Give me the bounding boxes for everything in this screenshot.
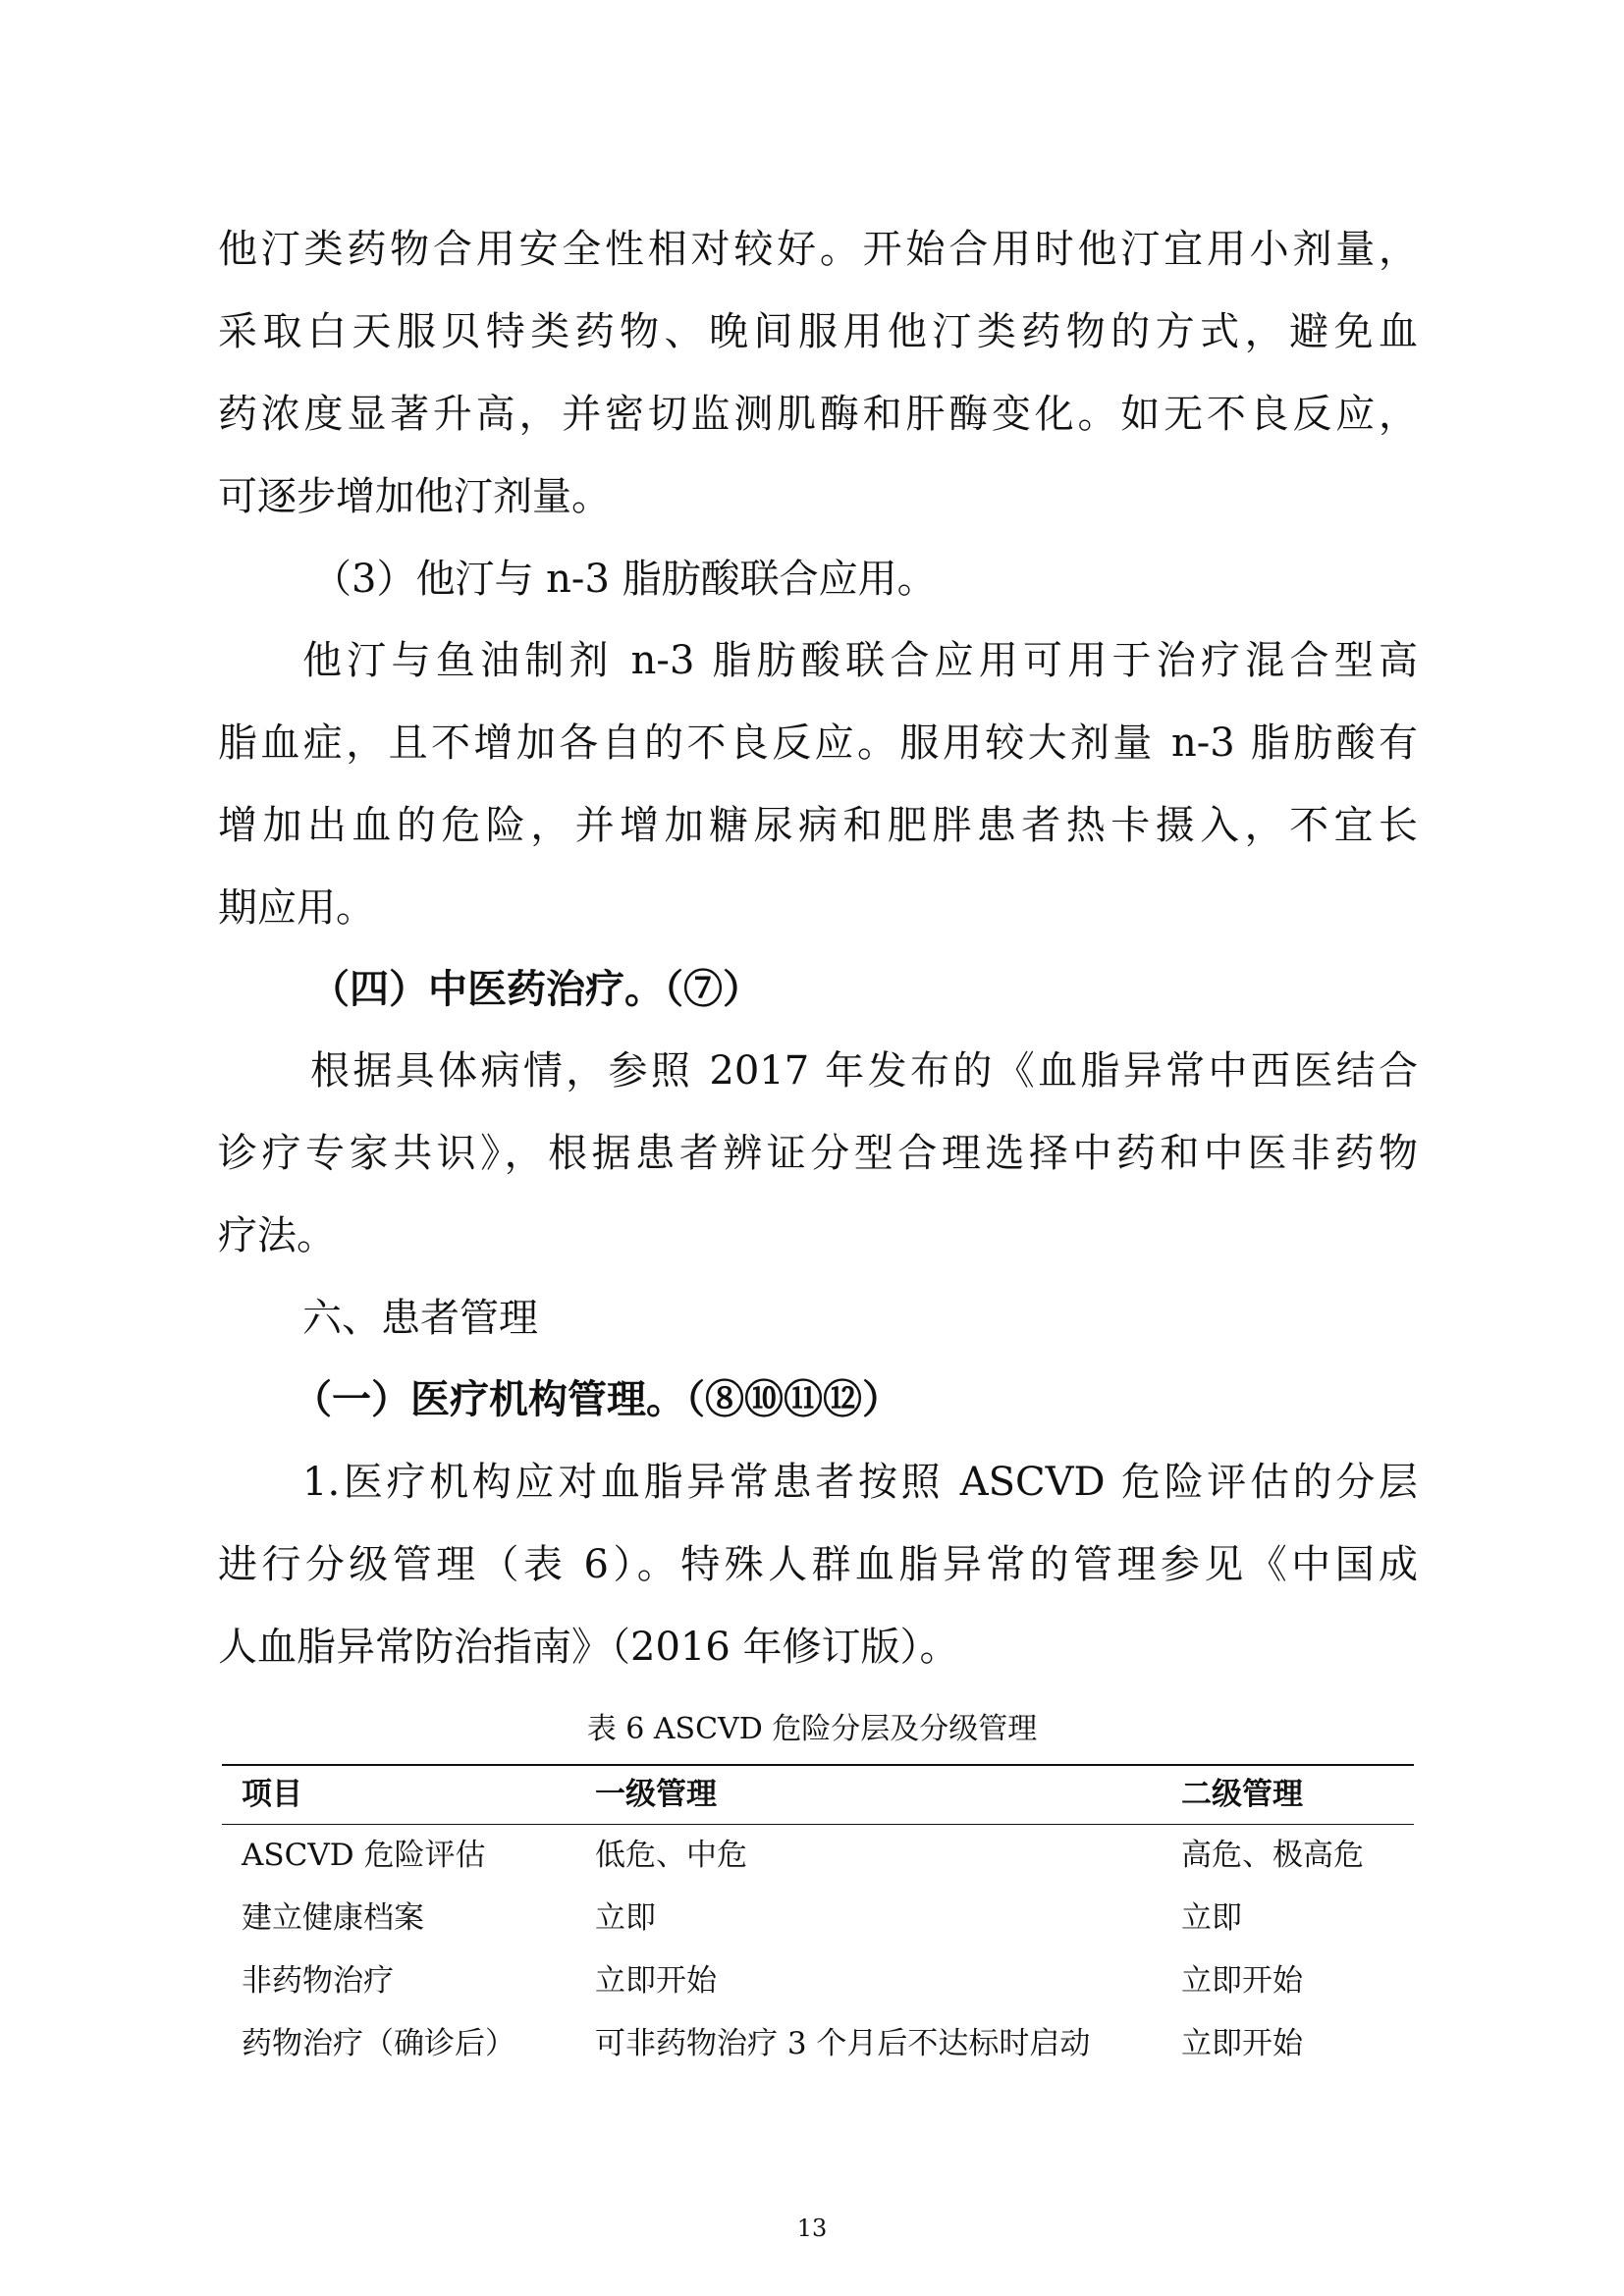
paragraph-line: 采取白天服贝特类药物、晚间服用他汀类药物的方式，避免血	[218, 309, 1418, 354]
table-caption: 表 6 ASCVD 危险分层及分级管理	[586, 1712, 1038, 1746]
paragraph-line: 他汀类药物合用安全性相对较好。开始合用时他汀宜用小剂量，	[218, 227, 1418, 272]
subheading: （3）他汀与 n-3 脂肪酸联合应用。	[312, 557, 937, 602]
table-cell: 可非药物治疗 3 个月后不达标时启动	[595, 2026, 1091, 2061]
table-cell: 药物治疗（确诊后）	[242, 2026, 515, 2061]
table-cell: 低危、中危	[595, 1838, 747, 1873]
table-top-rule	[222, 1764, 1414, 1766]
table-header-cell: 一级管理	[595, 1777, 717, 1812]
table-cell: 立即开始	[1181, 1963, 1303, 1999]
paragraph-line: 药浓度显著升高，并密切监测肌酶和肝酶变化。如无不良反应，	[218, 392, 1418, 437]
paragraph-line: 可逐步增加他汀剂量。	[218, 474, 611, 519]
table-header-cell: 二级管理	[1181, 1777, 1303, 1812]
paragraph-line: 诊疗专家共识》，根据患者辨证分型合理选择中药和中医非药物	[218, 1131, 1418, 1176]
table-cell: 立即	[1181, 1900, 1242, 1936]
paragraph-line: 他汀与鱼油制剂 n-3 脂肪酸联合应用可用于治疗混合型高	[302, 638, 1418, 683]
paragraph-line: 期应用。	[218, 885, 375, 931]
paragraph-line: 进行分级管理（表 6）。特殊人群血脂异常的管理参见《中国成	[218, 1542, 1418, 1587]
table-cell: 立即开始	[595, 1963, 717, 1999]
paragraph-line: 增加出血的危险，并增加糖尿病和肥胖患者热卡摄入，不宜长	[218, 803, 1418, 848]
table-cell: 非药物治疗	[242, 1963, 394, 1999]
paragraph-line: 根据具体病情，参照 2017 年发布的《血脂异常中西医结合	[310, 1048, 1418, 1094]
table-cell: ASCVD 危险评估	[242, 1838, 486, 1873]
table-cell: 立即	[595, 1900, 656, 1936]
section-heading: （一）医疗机构管理。（⑧⑩⑪⑫）	[293, 1376, 901, 1422]
section-title: 六、患者管理	[302, 1296, 538, 1341]
section-heading: （四）中医药治疗。（⑦）	[310, 966, 762, 1012]
paragraph-line: 1.医疗机构应对血脂异常患者按照 ASCVD 危险评估的分层	[302, 1460, 1418, 1505]
page-number: 13	[796, 2215, 828, 2242]
paragraph-line: 人血脂异常防治指南》（2016 年修订版）。	[218, 1625, 959, 1670]
paragraph-line: 脂血症，且不增加各自的不良反应。服用较大剂量 n-3 脂肪酸有	[218, 721, 1418, 766]
table-cell: 高危、极高危	[1181, 1838, 1364, 1873]
table-header-rule	[222, 1824, 1414, 1825]
table-header-cell: 项目	[242, 1777, 302, 1812]
table-cell: 立即开始	[1181, 2026, 1303, 2061]
paragraph-line: 疗法。	[218, 1213, 336, 1258]
table-cell: 建立健康档案	[242, 1900, 424, 1936]
